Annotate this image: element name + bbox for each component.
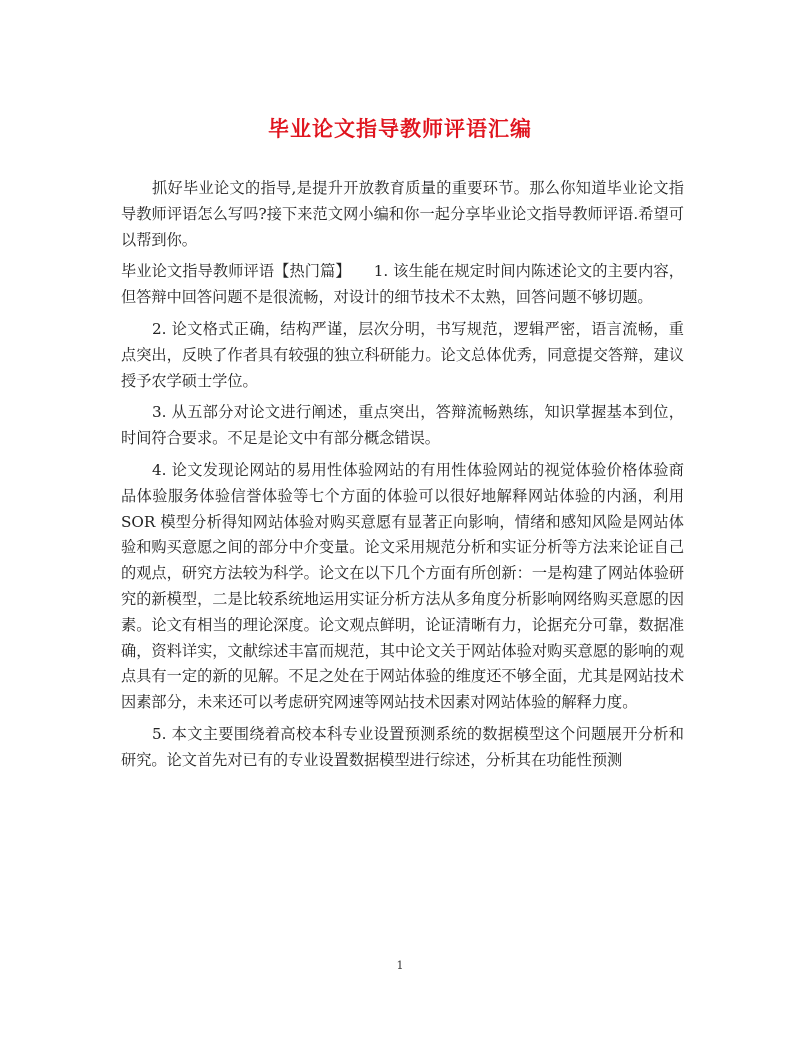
- document-body: [121, 176, 684, 780]
- paragraph-intro: 抓好毕业论文的指导,是提升开放教育质量的重要环节。那么你知道毕业论文指导教师评语怎么写吗?接下来范文网小编和你一起分享毕业论文指导教师评语.希望可以帮到你。: [121, 179, 684, 249]
- paragraph-comment-2: 2. 论文格式正确，结构严谨，层次分明，书写规范，逻辑严密，语言流畅，重点突出，反映了作者具有较强的独立科研能力。论文总体优秀，同意提交答辩，建议授予农学硕士学位。: [121, 319, 684, 390]
- page-number: 1: [396, 959, 404, 972]
- paragraph-comment-4: 4. 论文发现论网站的易用性体验网站的有用性体验网站的视觉体验价格体验商品体验服务体验信誉体验等七个方面的体验可以很好地解释网站体验的内涵，利用 SOR 模型分析得知网站体验对购买意愿有显著正向影响，情绪和感知风险是网站体验和购买意愿之间的部分中介变量。论文采用规范分析和实证分析等方法来论证自己的观点，研究方法较为科学。论文在以下几个方面有所创新：一是构建了网站体验研究的新模型，二是比较系统地运用实证分析方法从多角度分析影响网络购买意愿的因素。论文有相当的理论深度。论文观点鲜明，论证清晰有力，论据充分可靠，数据准确，资料详实，文献综述丰富而规范，其中论文关于网站体验对购买意愿的影响的观点具有一定的新的见解。不足之处在于网站体验的维度还不够全面，尤其是网站技术因素部分，未来还可以考虑研究网速等网站技术因素对网站体验的解释力度。: [121, 460, 684, 712]
- paragraph-comment-1: 毕业论文指导教师评语【热门篇】 1. 该生能在规定时间内陈述论文的主要内容，但答辩中回答问题不是很流畅，对设计的细节技术不太熟，回答问题不够切题。: [121, 262, 684, 307]
- paragraph-comment-3: 3. 从五部分对论文进行阐述，重点突出，答辩流畅熟练，知识掌握基本到位，时间符合要求。不足是论文中有部分概念错误。: [121, 403, 684, 448]
- paragraph-comment-5: 5. 本文主要围绕着高校本科专业设置预测系统的数据模型这个问题展开分析和研究。论文首先对已有的专业设置数据模型进行综述，分析其在功能性预测: [121, 724, 684, 769]
- document-title: 毕业论文指导教师评语汇编: [268, 116, 532, 141]
